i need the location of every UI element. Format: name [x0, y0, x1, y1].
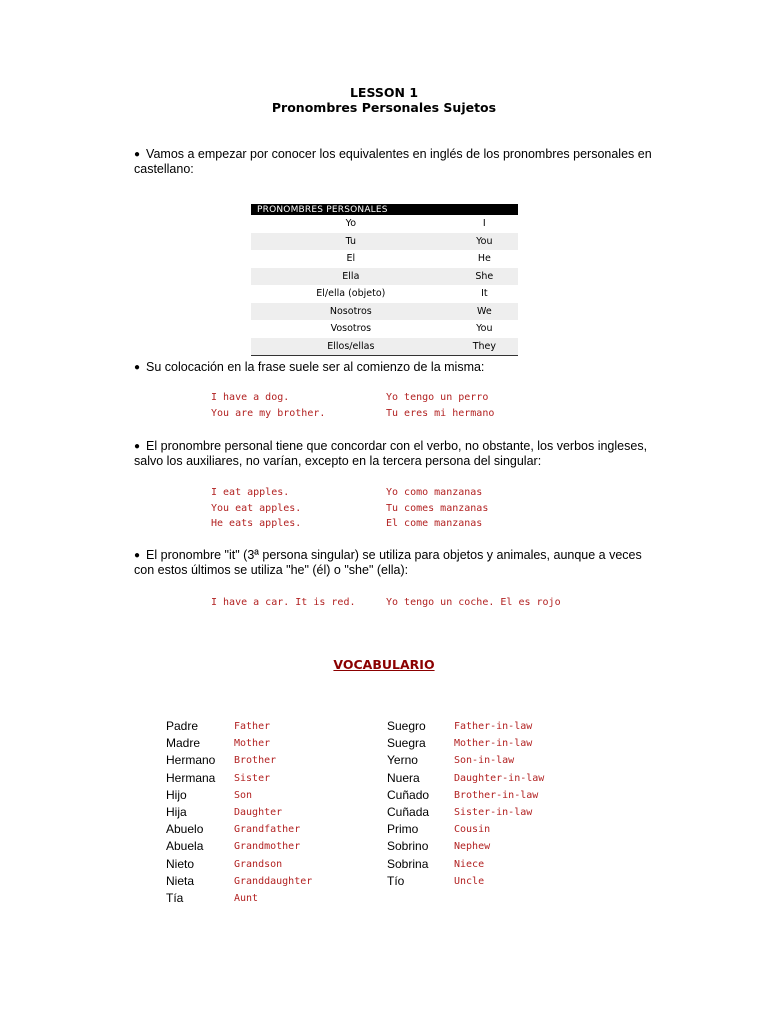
- table-row: [251, 285, 518, 303]
- table-row: [251, 320, 518, 338]
- cell-es: Yo: [345, 218, 357, 230]
- cell-en: You: [476, 323, 493, 335]
- cell-es: Nosotros: [251, 303, 451, 321]
- table-row: [251, 303, 518, 321]
- vocab-list-right: [387, 719, 607, 891]
- example-en: You are my brother.: [211, 407, 326, 419]
- table-row: [251, 338, 518, 356]
- example-en: You eat apples.: [211, 502, 302, 514]
- list-item: Madre Mother: [166, 736, 271, 751]
- list-item: Abuelo Grandfather: [166, 822, 301, 837]
- cell-en: She: [451, 268, 518, 286]
- bullet-icon: ●: [134, 362, 141, 373]
- cell-es: El/ella (objeto): [316, 288, 386, 300]
- cell-en: I: [482, 218, 486, 230]
- vocabulary-heading: VOCABULARIO: [333, 657, 435, 672]
- examples-set3-es: [386, 595, 561, 611]
- cell-en: They: [451, 338, 518, 356]
- example-es: Yo como manzanas: [386, 487, 483, 498]
- bullet-icon: ●: [134, 550, 141, 561]
- list-item: Sobrina Niece: [387, 856, 485, 871]
- list-item: Nieto Grandson: [166, 856, 283, 871]
- list-item: Padre Father: [166, 719, 271, 733]
- list-item: Cuñado Brother-in-law: [387, 787, 539, 802]
- bullet-intro: [134, 147, 654, 177]
- examples-set2-en: [211, 485, 301, 532]
- cell-es: El: [346, 253, 356, 265]
- lesson-title: LESSON 1: [349, 85, 419, 100]
- example-es: Tu comes manzanas: [386, 502, 489, 514]
- list-item: Hija Daughter: [166, 804, 283, 819]
- example-es: Yo tengo un perro: [386, 392, 489, 403]
- bullet-icon: ●: [134, 149, 141, 160]
- lesson-subtitle: Pronombres Personales Sujetos: [271, 100, 497, 115]
- bullet-agreement: [134, 439, 654, 469]
- examples-set1-en: [211, 390, 325, 421]
- table-row: [251, 215, 518, 233]
- list-item: Hermana Sister: [166, 770, 271, 785]
- table-row: [251, 250, 518, 268]
- list-item: Hijo Son: [166, 787, 253, 802]
- example-en: I have a car. It is red.: [211, 597, 356, 608]
- examples-set2-es: [386, 485, 488, 532]
- cell-en: He: [477, 253, 491, 265]
- example-en: He eats apples.: [211, 518, 302, 529]
- table-row: [251, 233, 518, 251]
- bullet-it-text: El pronombre "it" (3ª persona singular) se utiliza para objetos y animales, aunque a veces con estos últimos se utiliza "he" (él) o "she" (ella):: [134, 548, 642, 577]
- list-item: Cuñada Sister-in-law: [387, 804, 533, 819]
- pronoun-table-header: PRONOMBRES PERSONALES: [251, 204, 518, 215]
- list-item: Abuela Grandmother: [166, 839, 301, 854]
- example-es: El come manzanas: [386, 518, 483, 529]
- bullet-it: [134, 548, 654, 578]
- bullet-agreement-text: El pronombre personal tiene que concordar con el verbo, no obstante, los verbos ingleses, salvo los auxiliares, no varían, excepto en la tercera persona del singular:: [134, 439, 648, 468]
- cell-en: It: [481, 288, 488, 300]
- table-row: [251, 268, 518, 286]
- cell-es: Tu: [251, 233, 451, 251]
- list-item: Nieta Granddaughter: [166, 873, 313, 888]
- list-item: Primo Cousin: [387, 822, 491, 837]
- bullet-placement-text: Su colocación en la frase suele ser al comienzo de la misma:: [146, 360, 485, 374]
- cell-en: You: [451, 233, 518, 251]
- example-en: I have a dog.: [211, 392, 290, 403]
- list-item: Suegro Father-in-law: [387, 719, 533, 733]
- cell-es: Ellos/ellas: [251, 338, 451, 356]
- vocab-list-left: [166, 719, 366, 908]
- example-en: I eat apples.: [211, 487, 290, 498]
- cell-es: Ella: [251, 268, 451, 286]
- list-item: Hermano Brother: [166, 753, 277, 768]
- bullet-icon: ●: [134, 441, 141, 452]
- example-es: Yo tengo un coche. El es rojo: [386, 597, 561, 608]
- cell-es: Vosotros: [330, 323, 372, 335]
- list-item: Nuera Daughter-in-law: [387, 770, 545, 785]
- examples-set3-en: [211, 595, 356, 611]
- bullet-placement: [134, 360, 654, 375]
- list-item: Suegra Mother-in-law: [387, 736, 533, 751]
- list-item: Tía Aunt: [166, 890, 259, 905]
- bullet-intro-text: Vamos a empezar por conocer los equivalentes en inglés de los pronombres personales en castellano:: [134, 147, 652, 176]
- list-item: Tío Uncle: [387, 873, 485, 888]
- list-item: Yerno Son-in-law: [387, 753, 515, 768]
- example-es: Tu eres mi hermano: [386, 407, 495, 419]
- cell-en: We: [451, 303, 518, 321]
- examples-set1-es: [386, 390, 494, 421]
- list-item: Sobrino Nephew: [387, 839, 491, 854]
- pronoun-table: [251, 204, 518, 356]
